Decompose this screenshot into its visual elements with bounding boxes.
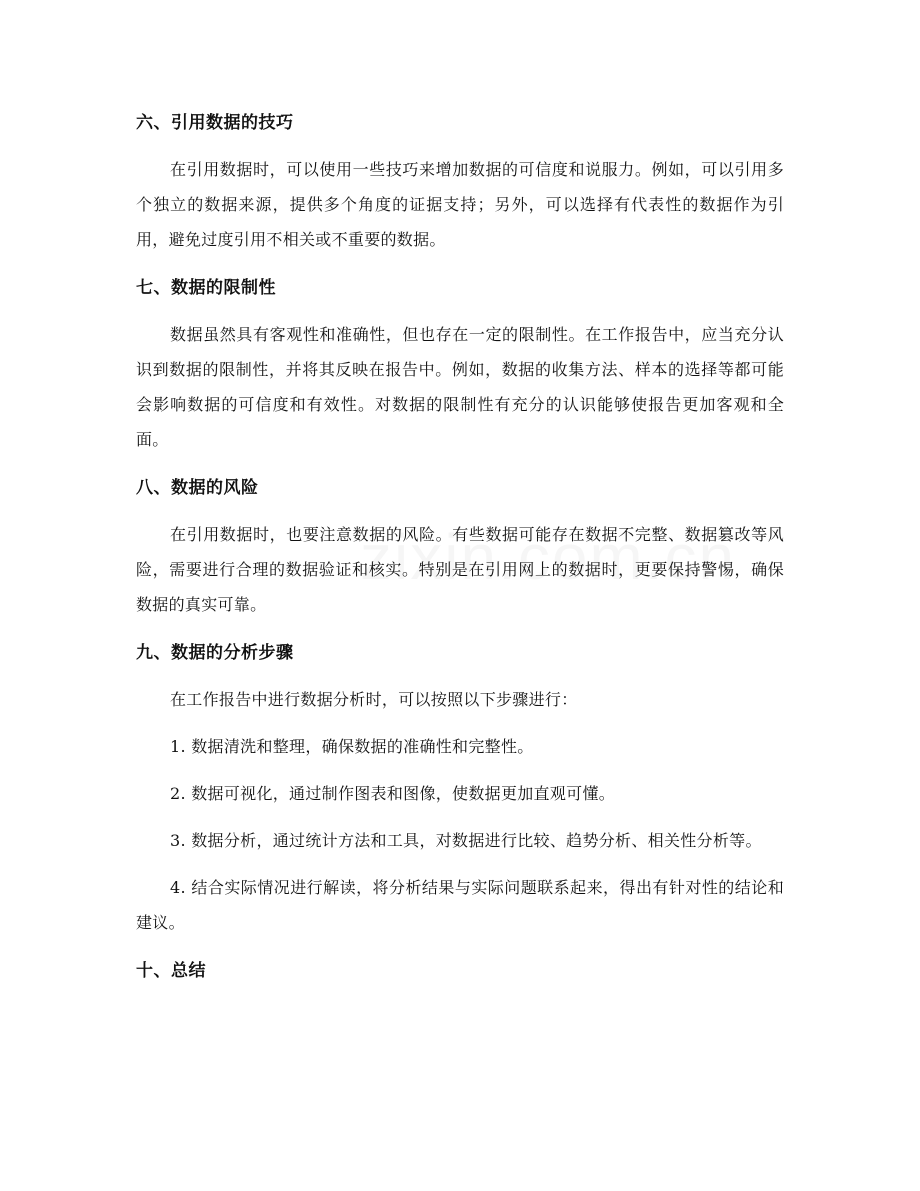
section-heading: 七、数据的限制性 xyxy=(136,278,276,298)
section-6 xyxy=(136,104,784,257)
section-heading: 九、数据的分析步骤 xyxy=(136,643,294,663)
list-item: 1. 数据清洗和整理，确保数据的准确性和完整性。 xyxy=(170,737,534,756)
paragraph: 数据虽然具有客观性和准确性，但也存在一定的限制性。在工作报告中，应当充分认识到数据的限制性，并将其反映在报告中。例如，数据的收集方法、样本的选择等都可能会影响数据的可信度和有效性。对数据的限制性有充分的认识能够使报告更加客观和全面。 xyxy=(136,325,784,449)
list-item: 4. 结合实际情况进行解读，将分析结果与实际问题联系起来，得出有针对性的结论和建议。 xyxy=(136,878,784,932)
document-body xyxy=(136,104,784,1000)
list-item: 3. 数据分析，通过统计方法和工具，对数据进行比较、趋势分析、相关性分析等。 xyxy=(170,831,762,850)
section-8 xyxy=(136,469,784,622)
section-10 xyxy=(136,952,784,990)
paragraph: 在引用数据时，可以使用一些技巧来增加数据的可信度和说服力。例如，可以引用多个独立的数据来源，提供多个角度的证据支持；另外，可以选择有代表性的数据作为引用，避免过度引用不相关或不重要的数据。 xyxy=(136,160,784,249)
section-7 xyxy=(136,269,784,457)
section-9 xyxy=(136,634,784,940)
section-heading: 十、总结 xyxy=(136,961,206,981)
section-heading: 八、数据的风险 xyxy=(136,478,259,498)
list-item: 2. 数据可视化，通过制作图表和图像，使数据更加直观可懂。 xyxy=(170,784,616,803)
paragraph: 在工作报告中进行数据分析时，可以按照以下步骤进行： xyxy=(170,690,578,709)
paragraph: 在引用数据时，也要注意数据的风险。有些数据可能存在数据不完整、数据篡改等风险，需要进行合理的数据验证和核实。特别是在引用网上的数据时，更要保持警惕，确保数据的真实可靠。 xyxy=(136,525,784,614)
section-heading: 六、引用数据的技巧 xyxy=(136,113,294,133)
